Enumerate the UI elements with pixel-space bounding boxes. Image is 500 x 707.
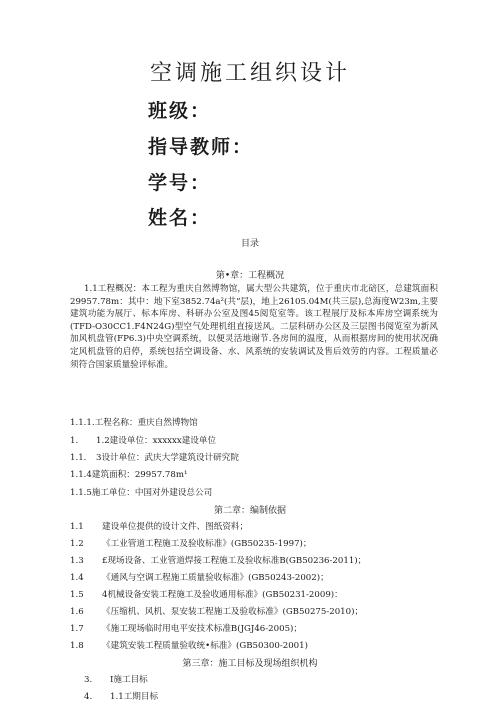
list-item: 1. 1.2建设单位：xxxxxx建设单位 [70,436,217,446]
chapter-3-heading: 第三章：施工目标及现场组织机构 [182,659,318,669]
list-item: 1.1. 3设计单位：武庆大学建筑设计研究院 [70,453,239,463]
list-item: 1.4 《通风与空调工程施工质量验收标准》(GB50243-2002)； [70,573,329,583]
list-item: 1.1.5施工单位：中国对外建设总公司 [70,488,213,498]
class-field: 班级： [148,100,212,122]
list-item: 1.8 《建筑安装工程质量验收统•标准》(GB50300-2001) [70,641,308,651]
chapter-2-heading: 第二章：编制依据 [213,506,286,516]
list-item: 1.6 《压缩机、风机、泵安装工程施工及验收标准》(GB50275-2010)； [70,607,364,617]
list-item: 4. 1.1工期目标 [84,692,159,702]
overview-paragraph: 1.1工程概况：本工程为重庆自然博物馆，属大型公共建筑，位于重庆市北碚区，总建筑面积29957.78m：其中：地下室3852.74a²(共”层)，地上26105.04M(共三层),总海度W23m,主要建筑功能为展厅、标本库房、科研办公室及图45阅览室等。该工程展厅及标本库房空调系统为(TFD-O30CC1.F4N24G)型空气处理机组直接送风。二层科研办公区及三层图书阅览室为新风加风机盘管(FP6.3)中央空调系统，以便灵活地谢节.各房间的温度，从而根据房间的使用状况确定风机盘管的启停，系统包括空调设备、水、风系统的安装调试及售后效劳的内容。工程质量必须符合国家质量验评标准。 [70,284,438,370]
list-item: 1.1.1.工程名称：重庆自然博物馆 [70,418,198,428]
list-item: 1.1.4建筑面积：29957.78m¹ [70,470,188,480]
document-title: 空调施工组织设计 [149,61,350,86]
list-item: 1.7 《施工现场临时用电平安技术标准B(JGJ46-2005)； [70,624,302,634]
chapter-1-heading: 第•章：工程概况 [215,271,285,281]
list-item: 1.1 建设单位提供的设计文件、图纸资料； [70,522,249,532]
advisor-field: 指导教师： [148,136,254,158]
name-field: 姓名： [148,207,212,229]
list-item: 1.2 《工业管道工程施工及验收标准》(GB50235-1997)； [70,539,312,549]
student-id-field: 学号： [148,172,212,194]
list-item: 1.3 £现场设备、工业管道焊接工程施工及验收标准B(GB50236-2011)； [70,556,367,566]
list-item: 1.5 4机械设备安装工程施工及验收通用标准》(GB50231-2009)： [70,590,343,600]
toc-heading: 目录 [240,239,259,249]
list-item: 3. I施工目标 [84,675,148,685]
